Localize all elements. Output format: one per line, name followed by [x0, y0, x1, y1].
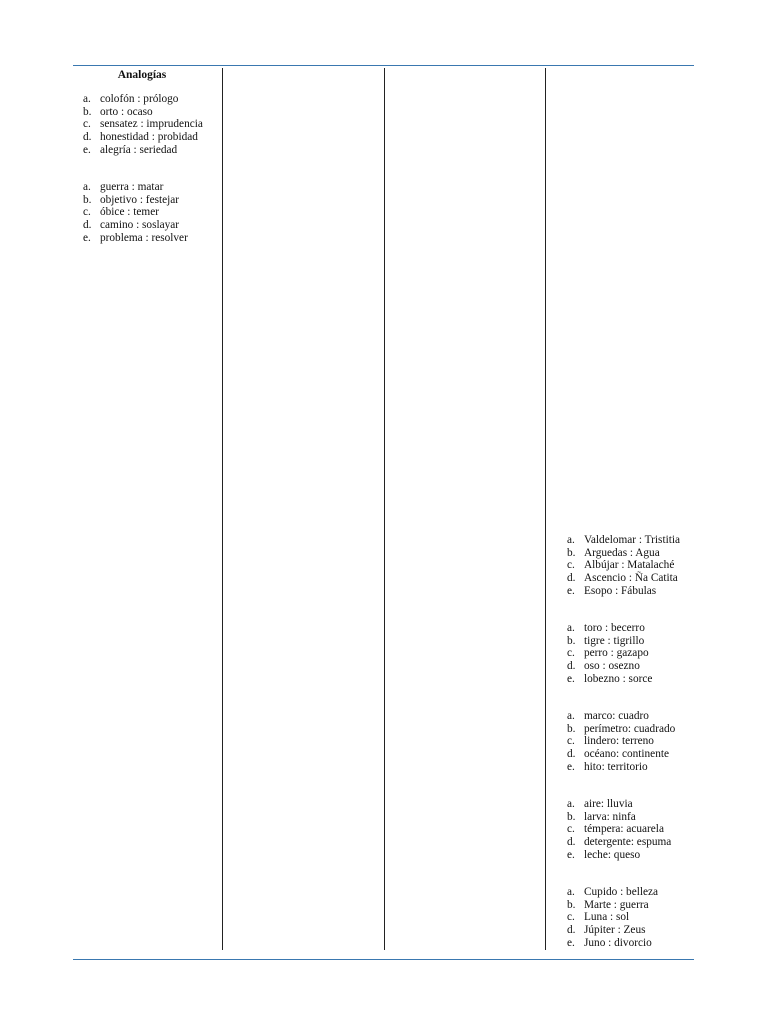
- option-text: objetivo : festejar: [100, 193, 180, 206]
- option-letter: e.: [567, 584, 575, 597]
- option-item: [567, 673, 652, 686]
- option-item: [83, 131, 203, 144]
- option-item: [83, 194, 188, 207]
- option-letter: a.: [83, 181, 91, 193]
- option-letter: d.: [567, 660, 576, 673]
- question-options: [567, 886, 658, 950]
- option-item: [567, 836, 671, 849]
- option-letter: a.: [567, 886, 575, 898]
- option-letter: b.: [567, 810, 576, 823]
- option-text: alegría : seriedad: [100, 143, 178, 156]
- option-text: larva: ninfa: [584, 810, 636, 823]
- option-letter: b.: [83, 193, 92, 206]
- option-text: lobezno : sorce: [584, 672, 653, 685]
- option-text: Valdelomar : Tristitia: [584, 534, 681, 546]
- option-text: Marte : guerra: [584, 898, 649, 911]
- option-letter: a.: [567, 710, 575, 722]
- option-text: perímetro: cuadrado: [584, 722, 676, 735]
- option-letter: e.: [83, 231, 91, 244]
- question-options: [83, 181, 188, 245]
- option-item: [83, 118, 203, 131]
- option-item: [567, 886, 658, 899]
- option-item: [83, 144, 203, 157]
- option-item: [567, 911, 658, 924]
- option-text: leche: queso: [584, 848, 641, 861]
- option-text: témpera: acuarela: [584, 823, 664, 836]
- option-item: [567, 849, 671, 862]
- option-item: [567, 761, 675, 774]
- option-text: lindero: terreno: [584, 735, 654, 748]
- option-letter: a.: [567, 798, 575, 810]
- option-item: [567, 735, 675, 748]
- option-letter: c.: [567, 911, 575, 924]
- option-letter: b.: [83, 105, 92, 118]
- option-text: Luna : sol: [584, 911, 630, 924]
- option-letter: e.: [567, 936, 575, 949]
- option-letter: d.: [567, 924, 576, 937]
- option-letter: a.: [567, 622, 575, 634]
- footer-rule: [73, 959, 694, 960]
- option-letter: c.: [567, 823, 575, 836]
- column-divider: [222, 68, 223, 950]
- option-text: tigre : tigrillo: [584, 634, 645, 647]
- option-text: Ascencio : Ña Catita: [584, 572, 678, 585]
- option-text: colofón : prólogo: [100, 93, 179, 105]
- option-text: Arguedas : Agua: [584, 546, 660, 559]
- option-item: [567, 899, 658, 912]
- option-text: problema : resolver: [100, 231, 188, 244]
- option-item: [567, 647, 652, 660]
- option-letter: d.: [567, 748, 576, 761]
- question-options: [567, 534, 680, 598]
- column-divider: [545, 68, 546, 950]
- question-options: [567, 798, 671, 862]
- option-text: detergente: espuma: [584, 836, 672, 849]
- option-letter: e.: [567, 672, 575, 685]
- option-text: Juno : divorcio: [584, 936, 652, 949]
- option-item: [567, 823, 671, 836]
- option-item: [567, 572, 680, 585]
- option-item: [567, 622, 652, 635]
- option-letter: c.: [567, 647, 575, 660]
- option-letter: e.: [83, 143, 91, 156]
- option-item: [567, 937, 658, 950]
- option-letter: c.: [567, 559, 575, 572]
- option-item: [567, 710, 675, 723]
- option-item: [83, 232, 188, 245]
- option-text: toro : becerro: [584, 622, 645, 634]
- option-letter: d.: [83, 219, 92, 232]
- option-text: océano: continente: [584, 748, 670, 761]
- option-text: Cupido : belleza: [584, 886, 659, 898]
- option-text: Júpiter : Zeus: [584, 924, 646, 937]
- option-item: [567, 585, 680, 598]
- option-item: [567, 798, 671, 811]
- option-text: Esopo : Fábulas: [584, 584, 657, 597]
- option-letter: e.: [567, 848, 575, 861]
- option-letter: b.: [567, 898, 576, 911]
- option-item: [83, 219, 188, 232]
- option-text: oso : osezno: [584, 660, 640, 673]
- option-item: [567, 559, 680, 572]
- option-letter: c.: [83, 118, 91, 131]
- column-divider: [384, 68, 385, 950]
- option-text: orto : ocaso: [100, 105, 153, 118]
- option-letter: b.: [567, 722, 576, 735]
- option-item: [567, 748, 675, 761]
- option-item: [83, 93, 203, 106]
- option-text: Albújar : Matalaché: [584, 559, 675, 572]
- option-item: [567, 635, 652, 648]
- option-letter: e.: [567, 760, 575, 773]
- option-item: [83, 106, 203, 119]
- option-letter: d.: [567, 836, 576, 849]
- option-item: [83, 206, 188, 219]
- header-rule: [73, 65, 694, 66]
- option-item: [567, 924, 658, 937]
- question-options: [83, 93, 203, 157]
- option-letter: c.: [567, 735, 575, 748]
- option-text: óbice : temer: [100, 206, 159, 219]
- option-text: sensatez : imprudencia: [100, 118, 203, 131]
- option-item: [567, 547, 680, 560]
- option-text: marco: cuadro: [584, 710, 649, 722]
- section-title: Analogías: [117, 69, 167, 81]
- option-text: perro : gazapo: [584, 647, 649, 660]
- option-item: [567, 660, 652, 673]
- option-letter: a.: [83, 93, 91, 105]
- option-letter: c.: [83, 206, 91, 219]
- option-item: [567, 811, 671, 824]
- option-text: guerra : matar: [100, 181, 164, 193]
- option-letter: b.: [567, 546, 576, 559]
- option-item: [83, 181, 188, 194]
- option-letter: b.: [567, 634, 576, 647]
- option-letter: d.: [83, 131, 92, 144]
- option-text: honestidad : probidad: [100, 131, 198, 144]
- option-text: hito: territorio: [584, 760, 648, 773]
- option-letter: d.: [567, 572, 576, 585]
- option-text: aire: lluvia: [584, 798, 633, 810]
- option-item: [567, 723, 675, 736]
- option-item: [567, 534, 680, 547]
- question-options: [567, 710, 675, 774]
- question-options: [567, 622, 652, 686]
- option-letter: a.: [567, 534, 575, 546]
- option-text: camino : soslayar: [100, 219, 180, 232]
